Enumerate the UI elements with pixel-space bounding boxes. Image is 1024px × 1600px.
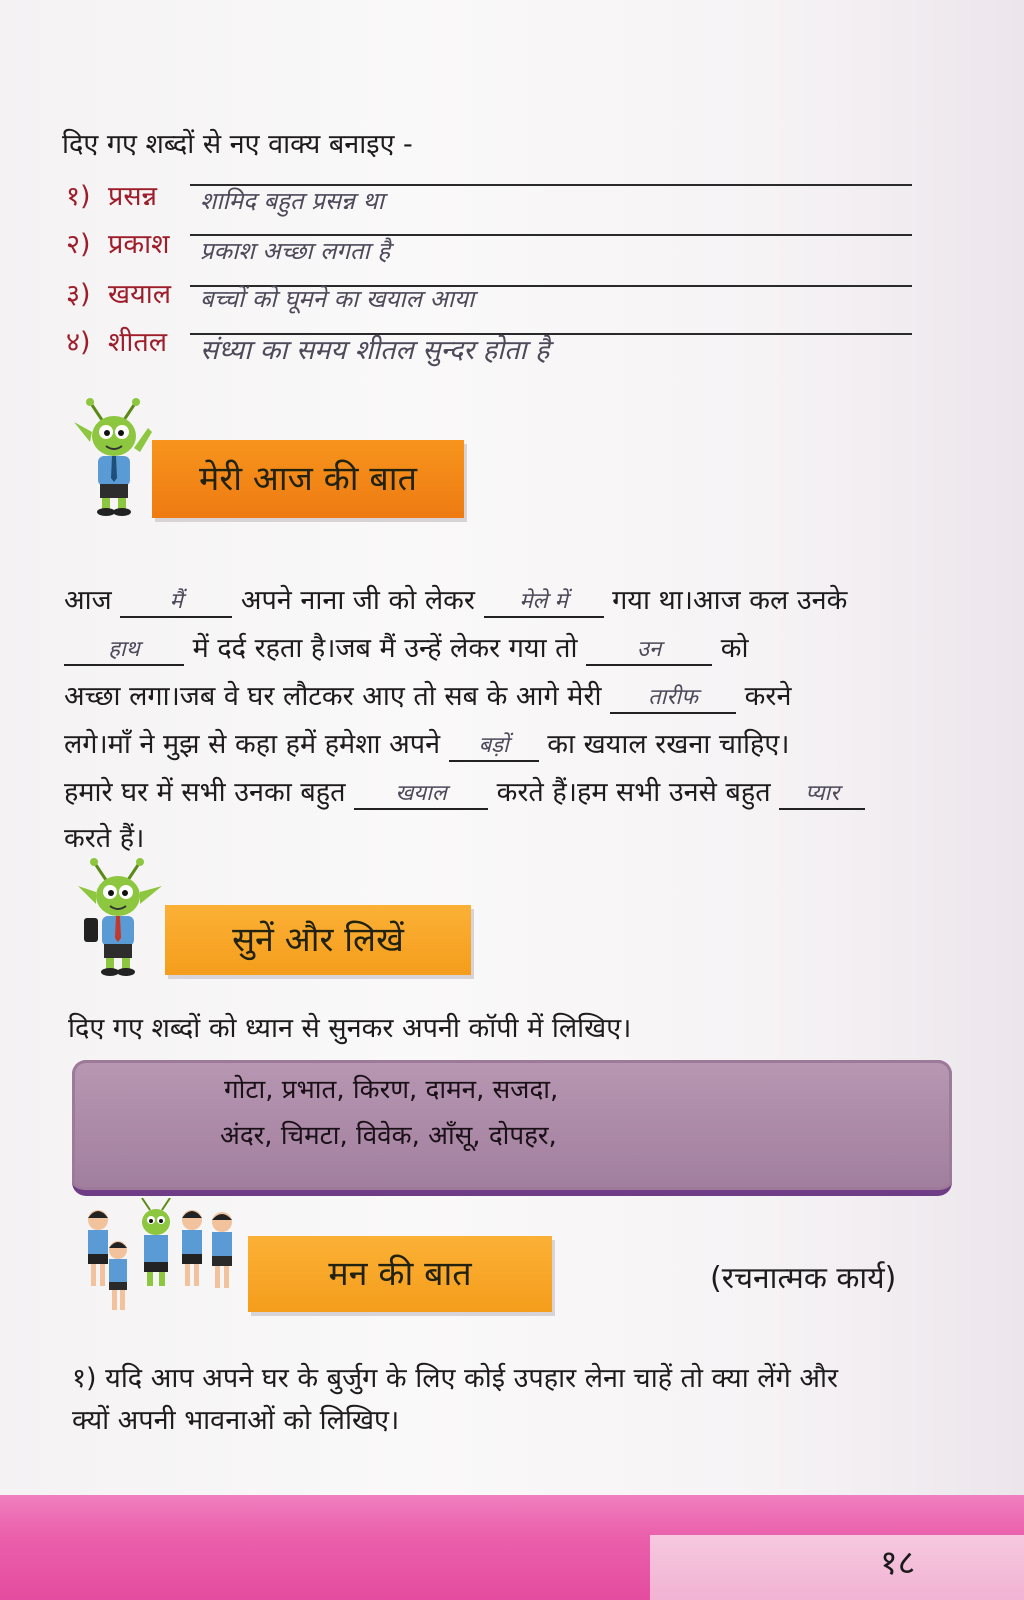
paragraph-line [64, 776, 865, 810]
section-banner-sunen-aur-likhen [165, 905, 471, 975]
blank [779, 778, 865, 810]
alien-mascot-pointing-icon [72, 398, 162, 518]
handwritten-answer: शामिद बहुत प्रसन्न था [200, 187, 384, 215]
page-number: १८ [880, 1543, 916, 1583]
banner-title: सुनें और लिखें [232, 920, 404, 960]
blank [484, 586, 604, 618]
handwritten-answer: मैं [169, 589, 183, 614]
blank [610, 682, 736, 714]
blank [354, 778, 488, 810]
paragraph-line [64, 632, 748, 666]
handwritten-answer: हाथ [108, 637, 140, 662]
item-word: शीतल [108, 327, 168, 358]
item-word: खयाल [108, 279, 172, 310]
handwritten-answer: खयाल [395, 781, 447, 806]
handwritten-answer: प्रकाश अच्छा लगता है [200, 237, 391, 265]
text: को [720, 633, 749, 664]
item-word: प्रकाश [108, 229, 170, 260]
text: अच्छा लगा।जब वे घर लौटकर आए तो सब के आगे मेरी [64, 681, 602, 712]
alien-mascot-phone-icon [74, 858, 166, 978]
item-number: ४) [66, 327, 91, 358]
word-list-box [72, 1060, 952, 1196]
item-number: ३) [66, 279, 91, 310]
paragraph-line: करते हैं। [64, 823, 145, 854]
item-word: प्रसन्न [108, 181, 158, 212]
paragraph-line [64, 584, 847, 618]
paragraph-line [64, 680, 791, 714]
blank [120, 586, 232, 618]
text: करते हैं।हम सभी उनसे बहुत [496, 777, 771, 808]
blank [449, 730, 539, 762]
children-with-mascot-icon [80, 1198, 240, 1316]
text: आज [64, 585, 112, 616]
creative-task-tag: (रचनात्मक कार्य) [710, 1261, 897, 1296]
banner-title: मन की बात [328, 1254, 472, 1294]
text: अपने नाना जी को लेकर [240, 585, 475, 616]
text: गया था।आज कल उनके [612, 585, 848, 616]
question-line: १) यदि आप अपने घर के बुर्जुग के लिए कोई उपहार लेना चाहें तो क्या लेंगे और [72, 1363, 839, 1394]
text: में दर्द रहता है।जब मैं उन्हें लेकर गया तो [192, 633, 578, 664]
word-row: गोटा, प्रभात, किरण, दामन, सजदा, [224, 1075, 559, 1105]
section-banner-man-ki-baat [248, 1236, 552, 1312]
banner-title: मेरी आज की बात [199, 459, 417, 499]
handwritten-answer: तारीफ [648, 685, 699, 710]
blank [64, 634, 184, 666]
blank [586, 634, 712, 666]
page-number-tab [650, 1535, 1024, 1600]
handwritten-answer: प्यार [805, 781, 840, 806]
item-number: १) [66, 181, 91, 212]
handwritten-answer: संध्या का समय शीतल सुन्दर होता है [200, 335, 550, 366]
word-row: अंदर, चिमटा, विवेक, आँसू, दोपहर, [220, 1121, 557, 1151]
handwritten-answer: बड़ों [478, 733, 509, 758]
section-banner-meri-aaj-ki-baat [152, 440, 464, 518]
text: करने [744, 681, 792, 712]
handwritten-answer: मेले में [519, 589, 568, 614]
text: हमारे घर में सभी उनका बहुत [64, 777, 346, 808]
question-line: क्यों अपनी भावनाओं को लिखिए। [72, 1405, 400, 1436]
item-number: २) [66, 229, 91, 260]
handwritten-answer: बच्चों को घूमने का खयाल आया [200, 285, 475, 313]
paragraph-line [64, 728, 790, 762]
handwritten-answer: उन [637, 637, 662, 662]
listen-instruction: दिए गए शब्दों को ध्यान से सुनकर अपनी कॉपी में लिखिए। [68, 1013, 632, 1044]
text: लगे।माँ ने मुझ से कहा हमें हमेशा अपने [64, 729, 441, 760]
exercise-instruction: दिए गए शब्दों से नए वाक्य बनाइए - [62, 129, 413, 160]
text: का खयाल रखना चाहिए। [547, 729, 790, 760]
